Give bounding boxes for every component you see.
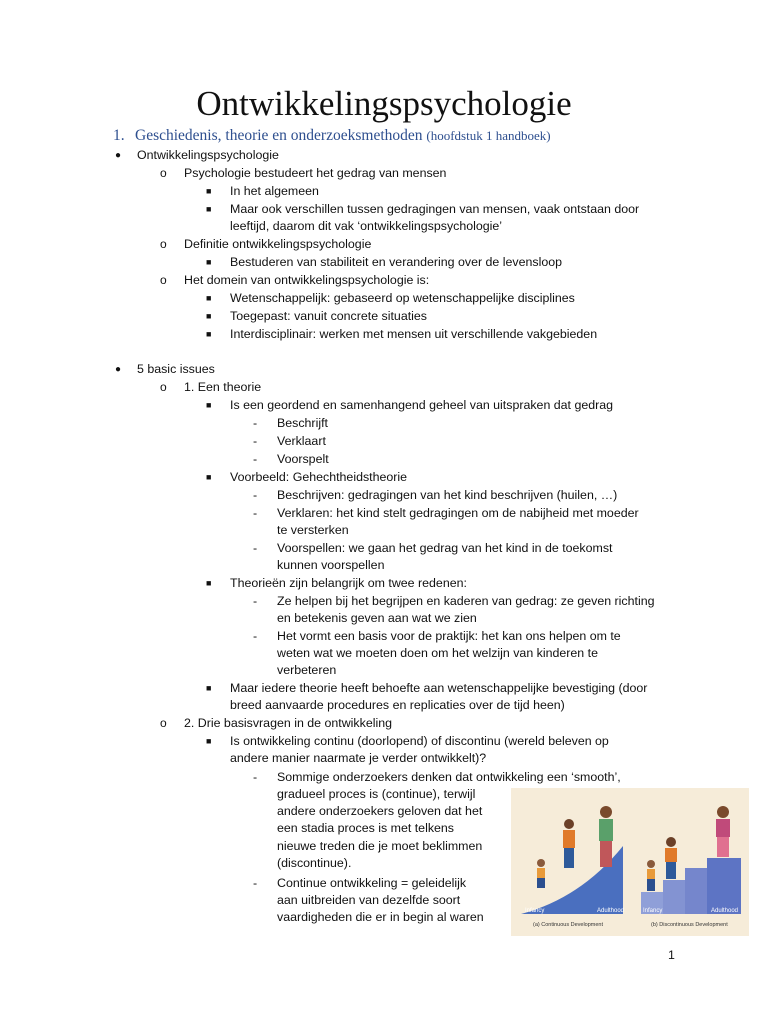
list-item: Beschrijft	[277, 416, 328, 430]
list-item: aan uitbreiden van dezelfde soort	[277, 893, 461, 907]
child-figure	[537, 859, 545, 888]
page-number: 1	[668, 948, 675, 962]
bullet-square: ■	[206, 578, 212, 588]
section-heading	[113, 127, 551, 145]
youth-figure	[665, 837, 677, 879]
list-item: Ze helpen bij het begrijpen en kaderen van gedrag: ze geven richting	[277, 594, 655, 608]
adult-figure	[599, 806, 613, 867]
list-item: 2. Drie basisvragen in de ontwikkeling	[184, 716, 392, 730]
list-item: en betekenis geven aan wat we zien	[277, 611, 477, 625]
bullet-square: ■	[206, 204, 212, 214]
bullet-square: ■	[206, 293, 212, 303]
list-item: verbeteren	[277, 663, 337, 677]
list-item: Voorbeeld: Gehechtheidstheorie	[230, 470, 408, 484]
list-item: Continue ontwikkeling = geleidelijk	[277, 876, 467, 890]
list-item: vaardigheden die er in begin al waren	[277, 910, 484, 924]
bullet-dash: -	[253, 416, 258, 430]
bullet-circle: o	[160, 380, 167, 394]
bullet-square: ■	[206, 186, 212, 196]
list-item: Verklaren: het kind stelt gedragingen om de nabijheid met moeder	[277, 506, 639, 520]
list-item: breed aanvaarde procedures en replicaties over de tijd heen)	[230, 698, 565, 712]
list-item: Sommige onderzoekers denken dat ontwikkeling een ‘smooth’,	[277, 770, 621, 784]
list-item: Voorspelt	[277, 452, 329, 466]
list-item: andere onderzoekers geloven dat het	[277, 804, 483, 818]
label-infancy-b: Infancy	[643, 908, 663, 914]
list-item: In het algemeen	[230, 184, 319, 198]
bullet-dash: -	[253, 629, 258, 643]
list-item: Het vormt een basis voor de praktijk: het kan ons helpen om te	[277, 629, 621, 643]
list-item: weten wat we moeten doen om het welzijn van kinderen te	[277, 646, 598, 660]
bullet-square: ■	[206, 683, 212, 693]
list-item: gradueel proces is (continue), terwijl	[277, 787, 476, 801]
bullet-circle: o	[160, 716, 167, 730]
list-item: Is een geordend en samenhangend geheel van uitspraken dat gedrag	[230, 398, 614, 412]
list-item: Wetenschappelijk: gebaseerd op wetenschappelijke disciplines	[230, 291, 575, 305]
bullet-square: ■	[206, 329, 212, 339]
bullet-dot: ●	[115, 150, 122, 161]
child-figure	[647, 860, 655, 891]
list-item: Maar ook verschillen tussen gedragingen van mensen, vaak ontstaan door	[230, 202, 640, 216]
list-item: een stadia proces is met telkens	[277, 821, 455, 835]
development-illustration	[511, 788, 749, 936]
bullet-square: ■	[206, 472, 212, 482]
list-item: Ontwikkelingspsychologie	[137, 148, 279, 162]
bullet-dash: -	[253, 506, 258, 520]
list-item: Definitie ontwikkelingspsychologie	[184, 237, 372, 251]
list-item: andere manier naarmate je verder ontwikkelt)?	[230, 751, 487, 765]
bullet-square: ■	[206, 400, 212, 410]
adult-figure	[716, 806, 730, 857]
list-item: Theorieën zijn belangrijk om twee redenen:	[230, 576, 467, 590]
section-number: 1.	[113, 127, 125, 144]
step	[707, 858, 741, 914]
list-item: Psychologie bestudeert het gedrag van mensen	[184, 166, 447, 180]
section-title: Geschiedenis, theorie en onderzoeksmethoden	[135, 127, 423, 144]
list-item: Interdisciplinair: werken met mensen uit verschillende vakgebieden	[230, 327, 598, 341]
list-item: kunnen voorspellen	[277, 558, 385, 572]
bullet-dash: -	[253, 876, 258, 890]
youth-figure	[563, 819, 575, 868]
development-figure	[511, 788, 749, 936]
list-item: Het domein van ontwikkelingspsychologie is:	[184, 273, 430, 287]
bullet-dash: -	[253, 488, 258, 502]
list-item: 5 basic issues	[137, 362, 215, 376]
list-item: Bestuderen van stabiliteit en verandering over de levensloop	[230, 255, 563, 269]
bullet-dash: -	[253, 452, 258, 466]
bullet-dash: -	[253, 770, 258, 784]
bullet-dot: ●	[115, 364, 122, 375]
label-adulthood-a: Adulthood	[597, 908, 625, 914]
list-item: Voorspellen: we gaan het gedrag van het kind in de toekomst	[277, 541, 613, 555]
step	[685, 868, 707, 914]
caption-continuous: (a) Continuous Development	[533, 922, 604, 928]
bullet-circle: o	[160, 237, 167, 251]
bullet-dash: -	[253, 594, 258, 608]
list-item: 1. Een theorie	[184, 380, 262, 394]
label-adulthood-b: Adulthood	[711, 908, 739, 914]
list-item: nieuwe treden die je moet beklimmen	[277, 839, 483, 853]
list-item: Is ontwikkeling continu (doorlopend) of discontinu (wereld beleven op	[230, 734, 609, 748]
list-item: Maar iedere theorie heeft behoefte aan wetenschappelijke bevestiging (door	[230, 681, 648, 695]
section-note: (hoofdstuk 1 handboek)	[426, 128, 551, 143]
bullet-circle: o	[160, 273, 167, 287]
page-title: Ontwikkelingspsychologie	[196, 84, 572, 123]
bullet-dash: -	[253, 541, 258, 555]
step	[663, 880, 685, 914]
bullet-square: ■	[206, 257, 212, 267]
bullet-circle: o	[160, 166, 167, 180]
bullet-dash: -	[253, 434, 258, 448]
label-infancy-a: Infancy	[525, 908, 545, 914]
bullet-square: ■	[206, 736, 212, 746]
caption-discontinuous: (b) Discontinuous Development	[651, 922, 728, 928]
list-item: (discontinue).	[277, 856, 352, 870]
list-item: Beschrijven: gedragingen van het kind beschrijven (huilen, …)	[277, 488, 618, 502]
list-item: Toegepast: vanuit concrete situaties	[230, 309, 427, 323]
list-item: leeftijd, daarom dit vak ‘ontwikkelingspsychologie’	[230, 219, 503, 233]
bullet-square: ■	[206, 311, 212, 321]
list-item: Verklaart	[277, 434, 326, 448]
list-item: te versterken	[277, 523, 349, 537]
